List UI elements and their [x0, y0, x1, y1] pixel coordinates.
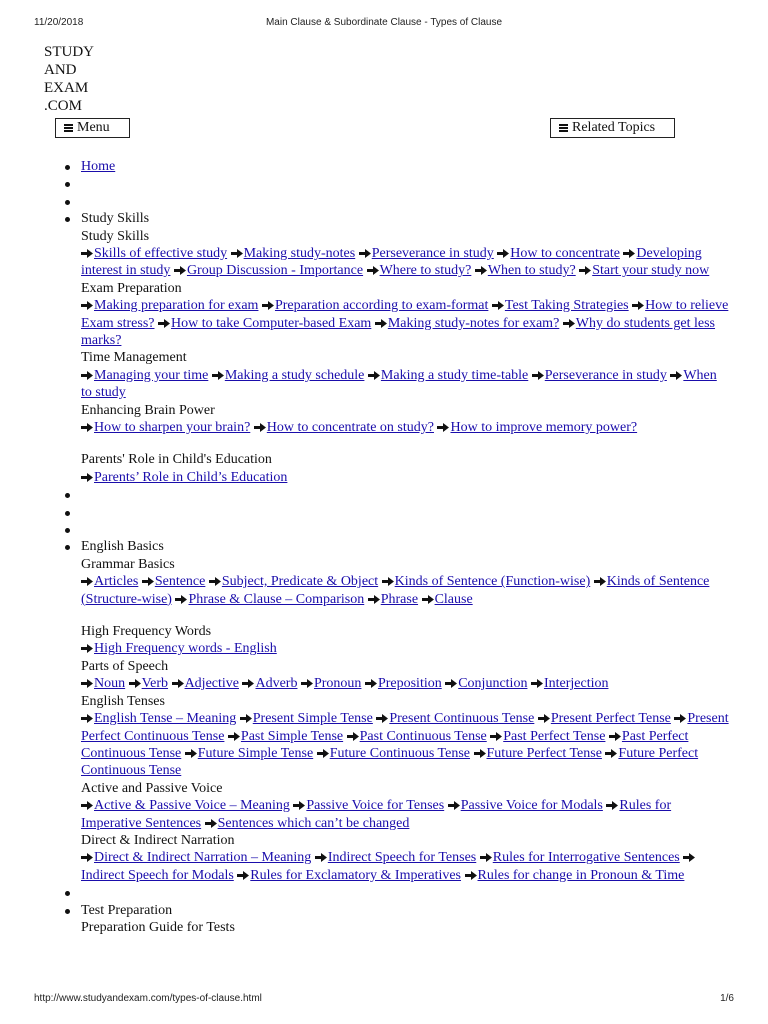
group-heading: Enhancing Brain Power [81, 402, 215, 418]
nav-item-empty [62, 504, 730, 521]
arrow-right-icon [172, 679, 184, 688]
nav-link-item [475, 263, 576, 278]
arrow-right-icon [375, 319, 387, 328]
nav-link-item [490, 729, 605, 744]
nav-link[interactable]: Future Perfect Continuous Tense [81, 745, 699, 779]
arrow-right-icon [158, 319, 170, 328]
nav-link[interactable]: Rules for Interrogative Sentences [492, 850, 680, 866]
arrow-right-icon [579, 266, 591, 275]
nav-link-item [445, 676, 527, 691]
nav-link-item [81, 420, 250, 435]
nav-link[interactable]: When to study? [487, 263, 576, 279]
arrow-right-icon [231, 249, 243, 258]
link-group [81, 245, 730, 280]
nav-link-item [242, 676, 297, 691]
nav-link-item [497, 246, 620, 261]
nav-link[interactable]: Past Simple Tense [240, 728, 344, 744]
nav-link[interactable]: Kinds of Sentence (Structure-wise) [81, 574, 710, 607]
arrow-right-icon [347, 732, 359, 741]
arrow-right-icon [437, 423, 449, 432]
arrow-right-icon [205, 819, 217, 828]
nav-link-item [375, 316, 559, 331]
nav-link-item [474, 746, 602, 761]
nav-link[interactable]: Sentences which can’t be changed [217, 815, 410, 831]
nav-link-item [205, 816, 410, 831]
arrow-right-icon [376, 714, 388, 723]
arrow-right-icon [670, 371, 682, 380]
arrow-right-icon [209, 577, 221, 586]
arrow-right-icon [594, 577, 606, 586]
arrow-right-icon [632, 301, 644, 310]
main-nav [62, 158, 730, 936]
nav-link[interactable]: Rules for Exclamatory & Imperatives [250, 867, 462, 883]
arrow-right-icon [81, 679, 93, 688]
arrow-right-icon [497, 249, 509, 258]
nav-link[interactable]: Clause [434, 591, 473, 607]
menu-button-label: Menu [77, 120, 110, 135]
nav-link-item [240, 711, 373, 726]
arrow-right-icon [492, 301, 504, 310]
logo-line: AND [44, 62, 77, 78]
nav-link-item [81, 641, 277, 656]
arrow-right-icon [81, 423, 93, 432]
arrow-right-icon [175, 595, 187, 604]
nav-link[interactable]: Articles [94, 574, 139, 590]
nav-link[interactable]: Preparation according to exam-format [274, 298, 489, 314]
nav-link[interactable]: Perseverance in study [371, 246, 494, 261]
nav-link[interactable]: Present Perfect Tense [550, 711, 671, 727]
nav-link-item [237, 868, 461, 883]
nav-link[interactable]: Making a study time-table [380, 367, 529, 383]
group-heading: Parts of Speech [81, 658, 169, 674]
arrow-right-icon [382, 577, 394, 586]
nav-link-item [212, 368, 365, 383]
link-group [81, 573, 730, 608]
group-heading: Study Skills [81, 228, 150, 244]
nav-link-item [538, 711, 671, 726]
print-page-number: 1/6 [720, 993, 734, 1004]
nav-link[interactable]: Future Continuous Tense [329, 745, 471, 761]
arrow-right-icon [262, 301, 274, 310]
nav-link[interactable]: Developing interest in study [81, 246, 702, 279]
nav-link[interactable]: Past Perfect Continuous Tense [81, 728, 689, 761]
arrow-right-icon [367, 266, 379, 275]
nav-item-empty [62, 193, 730, 210]
nav-link[interactable]: Adverb [255, 676, 298, 692]
nav-link-item [231, 246, 356, 261]
nav-link[interactable]: Group Discussion - Importance [186, 263, 364, 279]
nav-link[interactable]: How to take Computer-based Exam [170, 315, 372, 331]
nav-link-item [158, 316, 371, 331]
nav-link-item [81, 574, 138, 589]
arrow-right-icon [538, 714, 550, 723]
nav-link-item [293, 798, 444, 813]
nav-link-item [347, 729, 487, 744]
nav-link[interactable]: Present Perfect Continuous Tense [81, 711, 729, 744]
submenu-study-skills [81, 228, 730, 487]
nav-link-item [532, 368, 667, 383]
nav-link[interactable]: How to sharpen your brain? [94, 420, 251, 436]
nav-link[interactable]: Managing your time [94, 367, 209, 383]
nav-link[interactable]: Noun [94, 676, 126, 692]
nav-link-item [81, 470, 287, 485]
nav-link[interactable]: High Frequency words - English [94, 641, 277, 657]
nav-link-item [254, 420, 434, 435]
nav-list [62, 158, 730, 936]
nav-link-item [81, 246, 227, 261]
arrow-right-icon [240, 714, 252, 723]
arrow-right-icon [532, 371, 544, 380]
link-group [81, 675, 730, 692]
nav-link-item [422, 592, 473, 607]
group-heading: Exam Preparation [81, 280, 182, 296]
group-heading: Active and Passive Voice [81, 780, 223, 796]
print-url: http://www.studyandexam.com/types-of-clause.html [34, 993, 262, 1004]
link-group [81, 367, 730, 402]
arrow-right-icon [129, 679, 141, 688]
nav-link[interactable]: Phrase & Clause – Comparison [188, 591, 365, 607]
nav-link[interactable]: Preposition [377, 676, 442, 692]
nav-link-item [465, 868, 685, 883]
arrow-right-icon [228, 732, 240, 741]
arrow-right-icon [623, 249, 635, 258]
arrow-right-icon [606, 801, 618, 810]
nav-link[interactable]: When to study [81, 367, 717, 401]
nav-link-item [81, 368, 208, 383]
arrow-right-icon [81, 577, 93, 586]
nav-item-study-skills [62, 210, 730, 486]
nav-link-item [129, 676, 168, 691]
nav-link-item [367, 263, 472, 278]
group-heading: Parents' Role in Child's Education [81, 452, 272, 468]
group-heading: English Tenses [81, 693, 165, 709]
arrow-right-icon [368, 595, 380, 604]
nav-item-empty [62, 521, 730, 538]
arrow-right-icon [475, 266, 487, 275]
nav-link-item [579, 263, 709, 278]
print-header [34, 17, 734, 31]
nav-link-item [368, 592, 418, 607]
nav-link-item [531, 676, 609, 691]
site-logo[interactable] [44, 43, 94, 115]
group-heading: Grammar Basics [81, 556, 175, 572]
nav-item-empty [62, 884, 730, 901]
arrow-right-icon [359, 249, 371, 258]
related-topics-label: Related Topics [572, 120, 656, 135]
hamburger-icon [559, 124, 568, 132]
nav-link[interactable]: Phrase [380, 591, 419, 607]
arrow-right-icon [365, 679, 377, 688]
nav-link[interactable]: Making study-notes [243, 246, 356, 261]
nav-link-item [209, 574, 378, 589]
nav-link[interactable]: Passive Voice for Modals [460, 798, 603, 814]
nav-link-item [317, 746, 470, 761]
nav-link-item [81, 676, 125, 691]
arrow-right-icon [142, 577, 154, 586]
nav-link[interactable]: Past Continuous Tense [359, 728, 487, 744]
print-title: Main Clause & Subordinate Clause - Types of Clause [265, 17, 503, 28]
nav-link-item [448, 798, 603, 813]
arrow-right-icon [81, 249, 93, 258]
nav-link[interactable]: Future Simple Tense [197, 745, 314, 761]
spacer [81, 608, 730, 623]
arrow-right-icon [242, 679, 254, 688]
print-footer [34, 993, 734, 1007]
nav-link-item [175, 592, 364, 607]
nav-link-item [81, 711, 236, 726]
nav-link-item [301, 676, 361, 691]
nav-section-title: Test Preparation [81, 902, 173, 918]
nav-link[interactable]: Direct & Indirect Narration – Meaning [94, 850, 312, 866]
nav-link-item [376, 711, 534, 726]
nav-link[interactable]: Making study-notes for exam? [387, 315, 560, 331]
nav-link[interactable]: How to concentrate on study? [266, 420, 434, 436]
arrow-right-icon [368, 371, 380, 380]
arrow-right-icon [674, 714, 686, 723]
arrow-right-icon [465, 871, 477, 880]
nav-item-english-basics [62, 538, 730, 884]
nav-item-empty [62, 486, 730, 503]
nav-link-item [368, 368, 528, 383]
arrow-right-icon [185, 749, 197, 758]
group-heading: Direct & Indirect Narration [81, 832, 235, 848]
nav-link-item [382, 574, 591, 589]
nav-link[interactable]: Present Continuous Tense [389, 711, 535, 727]
nav-link-item [81, 798, 290, 813]
arrow-right-icon [81, 801, 93, 810]
nav-link-item [81, 850, 311, 865]
nav-link[interactable]: Verb [141, 676, 169, 692]
link-group [81, 297, 730, 349]
arrow-right-icon [212, 371, 224, 380]
nav-item-home [62, 158, 730, 175]
nav-link[interactable]: Where to study? [379, 263, 472, 279]
nav-link[interactable]: How to improve memory power? [450, 420, 638, 436]
nav-link-item [262, 298, 488, 313]
home-link[interactable]: Home [81, 159, 116, 174]
arrow-right-icon [609, 732, 621, 741]
arrow-right-icon [81, 473, 93, 482]
nav-link[interactable]: How to relieve Exam stress? [81, 298, 729, 331]
nav-link[interactable]: Indirect Speech for Modals [81, 867, 234, 883]
hamburger-icon [64, 124, 73, 132]
arrow-right-icon [445, 679, 457, 688]
link-group [81, 849, 730, 884]
nav-link[interactable]: Adjective [184, 676, 239, 692]
submenu-english-basics [81, 556, 730, 884]
nav-link-item [185, 746, 313, 761]
nav-link-item [81, 298, 258, 313]
arrow-right-icon [531, 679, 543, 688]
menu-button[interactable] [55, 118, 130, 138]
arrow-right-icon [81, 371, 93, 380]
nav-link[interactable]: Passive Voice for Tenses [306, 798, 445, 814]
nav-link[interactable]: Future Perfect Tense [486, 745, 602, 761]
arrow-right-icon [237, 871, 249, 880]
nav-link[interactable]: Active & Passive Voice – Meaning [94, 798, 290, 814]
arrow-right-icon [293, 801, 305, 810]
arrow-right-icon [474, 749, 486, 758]
nav-link[interactable]: How to concentrate [510, 246, 620, 261]
arrow-right-icon [422, 595, 434, 604]
arrow-right-icon [81, 644, 93, 653]
nav-section-title: English Basics [81, 539, 164, 555]
nav-link-item [365, 676, 442, 691]
arrow-right-icon [683, 853, 695, 862]
link-group [81, 640, 730, 657]
nav-link[interactable]: Present Simple Tense [252, 711, 373, 727]
logo-line: .COM [44, 98, 82, 114]
group-heading: Preparation Guide for Tests [81, 919, 235, 935]
arrow-right-icon [301, 679, 313, 688]
nav-link-item [480, 850, 680, 865]
nav-link-item [315, 850, 476, 865]
nav-link[interactable]: Why do students get less marks? [81, 315, 716, 349]
arrow-right-icon [81, 714, 93, 723]
nav-section-title: Study Skills [81, 211, 150, 227]
arrow-right-icon [490, 732, 502, 741]
nav-link[interactable]: Conjunction [458, 676, 528, 692]
nav-link-item [437, 420, 637, 435]
nav-item-test-preparation [62, 902, 730, 937]
related-topics-button[interactable] [550, 118, 675, 138]
nav-link-item [228, 729, 343, 744]
nav-link[interactable]: Making a study schedule [224, 367, 365, 383]
nav-link[interactable]: Perseverance in study [544, 367, 667, 383]
arrow-right-icon [315, 853, 327, 862]
arrow-right-icon [81, 301, 93, 310]
nav-link-item [492, 298, 629, 313]
logo-line: STUDY [44, 44, 95, 60]
logo-line: EXAM [44, 80, 89, 96]
arrow-right-icon [563, 319, 575, 328]
nav-link[interactable]: Kinds of Sentence (Function-wise) [394, 574, 591, 590]
nav-link-item [359, 246, 494, 261]
link-group [81, 469, 730, 486]
nav-link[interactable]: Start your study now [592, 263, 710, 279]
group-heading: Time Management [81, 350, 187, 366]
arrow-right-icon [317, 749, 329, 758]
nav-link-item [142, 574, 206, 589]
nav-link[interactable]: Pronoun [313, 676, 362, 692]
nav-link[interactable]: Past Perfect Tense [503, 728, 606, 744]
nav-link[interactable]: Subject, Predicate & Object [221, 574, 379, 590]
arrow-right-icon [81, 853, 93, 862]
nav-link-item [172, 676, 239, 691]
nav-item-empty [62, 175, 730, 192]
nav-link[interactable]: Interjection [543, 676, 609, 692]
print-date: 11/20/2018 [34, 17, 84, 28]
spacer [81, 436, 730, 451]
nav-link[interactable]: Sentence [154, 574, 206, 590]
link-group [81, 797, 730, 832]
link-group [81, 710, 730, 780]
nav-link[interactable]: Skills of effective study [94, 246, 228, 261]
arrow-right-icon [480, 853, 492, 862]
arrow-right-icon [448, 801, 460, 810]
nav-link[interactable]: Parents’ Role in Child’s Education [94, 469, 288, 485]
nav-link[interactable]: Making preparation for exam [94, 298, 259, 314]
nav-link[interactable]: Test Taking Strategies [504, 298, 629, 314]
nav-link[interactable]: Rules for Imperative Sentences [81, 798, 672, 831]
nav-link[interactable]: Rules for change in Pronoun & Time [477, 867, 685, 883]
group-heading: High Frequency Words [81, 624, 212, 640]
nav-link[interactable]: English Tense – Meaning [94, 711, 237, 727]
arrow-right-icon [605, 749, 617, 758]
link-group [81, 419, 730, 436]
nav-link-item [174, 263, 363, 278]
arrow-right-icon [254, 423, 266, 432]
nav-link[interactable]: Indirect Speech for Tenses [327, 850, 477, 866]
arrow-right-icon [174, 266, 186, 275]
